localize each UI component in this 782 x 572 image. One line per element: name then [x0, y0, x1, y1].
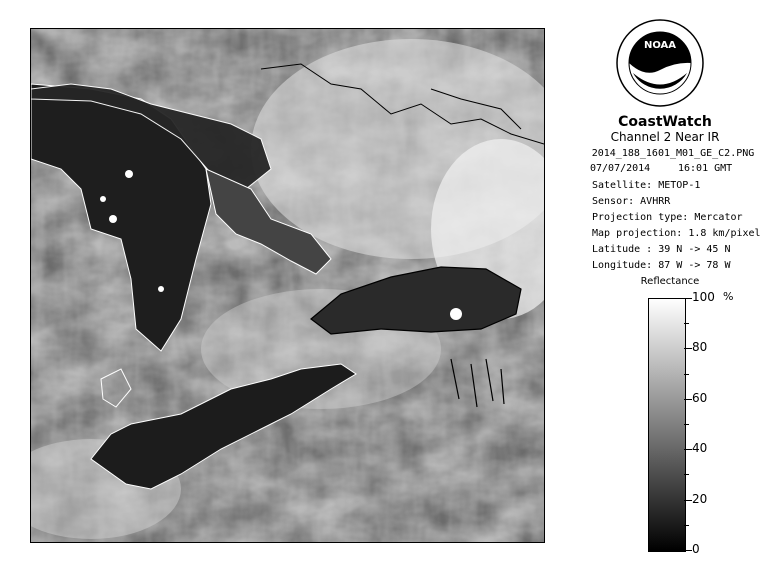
file-name: 2014_188_1601_M01_GE_C2.PNG	[591, 148, 755, 159]
info-panel	[560, 0, 782, 572]
logo-center-text: NOAA	[643, 40, 677, 51]
satellite-info: Satellite: METOP-1	[592, 180, 701, 191]
colorbar-tick	[684, 449, 692, 450]
projection-type: Projection type: Mercator	[592, 212, 743, 223]
noaa-logo	[615, 18, 705, 108]
colorbar-minor-tick	[684, 424, 689, 425]
colorbar-tick-label: 100	[692, 290, 715, 304]
satellite-map-svg	[31, 29, 544, 542]
sensor-info: Sensor: AVHRR	[592, 196, 671, 207]
colorbar-tick-label: 0	[692, 542, 700, 556]
colorbar-tick-label: 40	[692, 441, 708, 456]
channel-name: Channel 2 Near IR	[610, 130, 720, 144]
colorbar-minor-tick	[684, 374, 689, 375]
latitude-range: Latitude : 39 N -> 45 N	[592, 244, 731, 255]
reflectance-colorbar	[648, 298, 686, 552]
colorbar-unit: %	[723, 290, 734, 303]
product-title: CoastWatch	[618, 114, 712, 130]
colorbar-label: Reflectance	[640, 276, 700, 287]
colorbar-tick	[684, 399, 692, 400]
colorbar-tick	[684, 550, 692, 551]
satellite-image	[30, 28, 545, 543]
colorbar-tick	[684, 298, 692, 299]
longitude-range: Longitude: 87 W -> 78 W	[592, 260, 731, 271]
colorbar-tick-label: 80	[692, 340, 708, 355]
map-projection: Map projection: 1.8 km/pixel	[592, 228, 761, 239]
colorbar-minor-tick	[684, 525, 689, 526]
colorbar-minor-tick	[684, 323, 689, 324]
colorbar-minor-tick	[684, 474, 689, 475]
colorbar-tick	[684, 348, 692, 349]
date: 07/07/2014	[590, 163, 651, 174]
colorbar-tick-label: 20	[692, 491, 708, 506]
colorbar-tick-label: 60	[692, 390, 708, 405]
time: 16:01 GMT	[678, 163, 733, 174]
colorbar-tick	[684, 500, 692, 501]
